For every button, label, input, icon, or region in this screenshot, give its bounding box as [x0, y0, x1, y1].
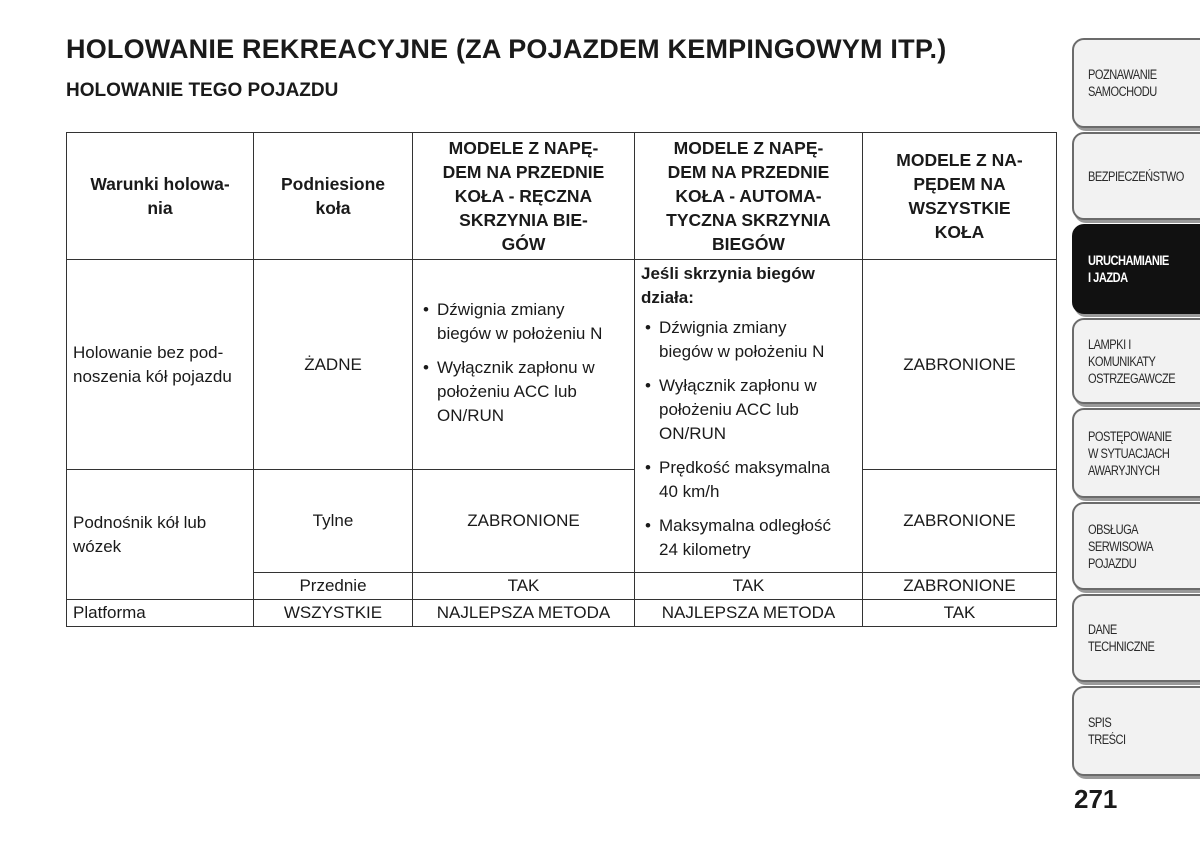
row1-wheels: ŻADNE	[254, 260, 413, 470]
row4-manual: NAJLEPSZA METODA	[413, 600, 635, 627]
table-row	[67, 600, 1057, 627]
row2-wheels: Tylne	[254, 470, 413, 573]
header-towing-conditions: Warunki holowa- nia	[67, 133, 254, 260]
row3-manual: TAK	[413, 573, 635, 600]
tab-lampki-i-komunikaty[interactable]: LAMPKI I KOMUNIKATY OSTRZEGAWCZE	[1072, 318, 1200, 404]
tab-spis-tresci[interactable]: SPIS TREŚCI	[1072, 686, 1200, 776]
row2-manual: ZABRONIONE	[413, 470, 635, 573]
section-subtitle: HOLOWANIE TEGO POJAZDU	[66, 80, 339, 101]
list-item: • Dźwignia zmiany biegów w położeniu N	[641, 316, 856, 364]
auto-bullet-list	[641, 316, 856, 562]
tab-obsluga-serwisowa[interactable]: OBSŁUGA SERWISOWA POJAZDU	[1072, 502, 1200, 590]
row4-awd: TAK	[863, 600, 1057, 627]
row1-condition: Holowanie bez pod- noszenia kół pojazdu	[67, 260, 254, 470]
list-item: • Wyłącznik zapłonu w położeniu ACC lub ON/RUN	[419, 356, 628, 428]
row2-condition: Podnośnik kół lub wózek	[67, 470, 254, 600]
tab-uruchamianie-i-jazda[interactable]: URUCHAMIANIE I JAZDA	[1072, 224, 1200, 314]
row4-auto: NAJLEPSZA METODA	[635, 600, 863, 627]
chapter-tabs	[1072, 0, 1200, 847]
tab-dane-techniczne[interactable]: DANE TECHNICZNE	[1072, 594, 1200, 682]
row4-wheels: WSZYSTKIE	[254, 600, 413, 627]
header-fwd-automatic: MODELE Z NAPĘ- DEM NA PRZEDNIE KOŁA - AUTOMA- TYCZNA SKRZYNIA BIEGÓW	[635, 133, 863, 260]
tab-bezpieczenstwo[interactable]: BEZPIECZEŃSTWO	[1072, 132, 1200, 220]
towing-table	[66, 132, 1057, 627]
table-row	[67, 260, 1057, 470]
auto-notes-cell	[635, 260, 863, 573]
row1-awd: ZABRONIONE	[863, 260, 1057, 470]
row3-auto: TAK	[635, 573, 863, 600]
header-awd: MODELE Z NA- PĘDEM NA WSZYSTKIE KOŁA	[863, 133, 1057, 260]
row3-awd: ZABRONIONE	[863, 573, 1057, 600]
page-number: 271	[1074, 784, 1118, 814]
table-row	[67, 470, 1057, 573]
header-raised-wheels: Podniesione koła	[254, 133, 413, 260]
tab-poznawanie-samochodu[interactable]: POZNAWANIE SAMOCHODU	[1072, 38, 1200, 128]
list-item: • Wyłącznik zapłonu w położeniu ACC lub ON/RUN	[641, 374, 856, 446]
table-header-row	[67, 133, 1057, 260]
auto-condition-text: Jeśli skrzynia biegów działa:	[641, 264, 815, 307]
row1-manual	[413, 260, 635, 470]
row2-awd: ZABRONIONE	[863, 470, 1057, 573]
list-item: • Prędkość maksymalna 40 km/h	[641, 456, 856, 504]
list-item: • Maksymalna odległość 24 kilometry	[641, 514, 856, 562]
row4-condition: Platforma	[67, 600, 254, 627]
page-title: HOLOWANIE REKREACYJNE (ZA POJAZDEM KEMPINGOWYM ITP.)	[66, 34, 947, 64]
tab-postepowanie-awaryjne[interactable]: POSTĘPOWANIE W SYTUACJACH AWARYJNYCH	[1072, 408, 1200, 498]
manual-bullet-list	[419, 298, 628, 428]
row3-wheels: Przednie	[254, 573, 413, 600]
header-fwd-manual: MODELE Z NAPĘ- DEM NA PRZEDNIE KOŁA - RĘCZNA SKRZYNIA BIE- GÓW	[413, 133, 635, 260]
list-item: • Dźwignia zmiany biegów w położeniu N	[419, 298, 628, 346]
